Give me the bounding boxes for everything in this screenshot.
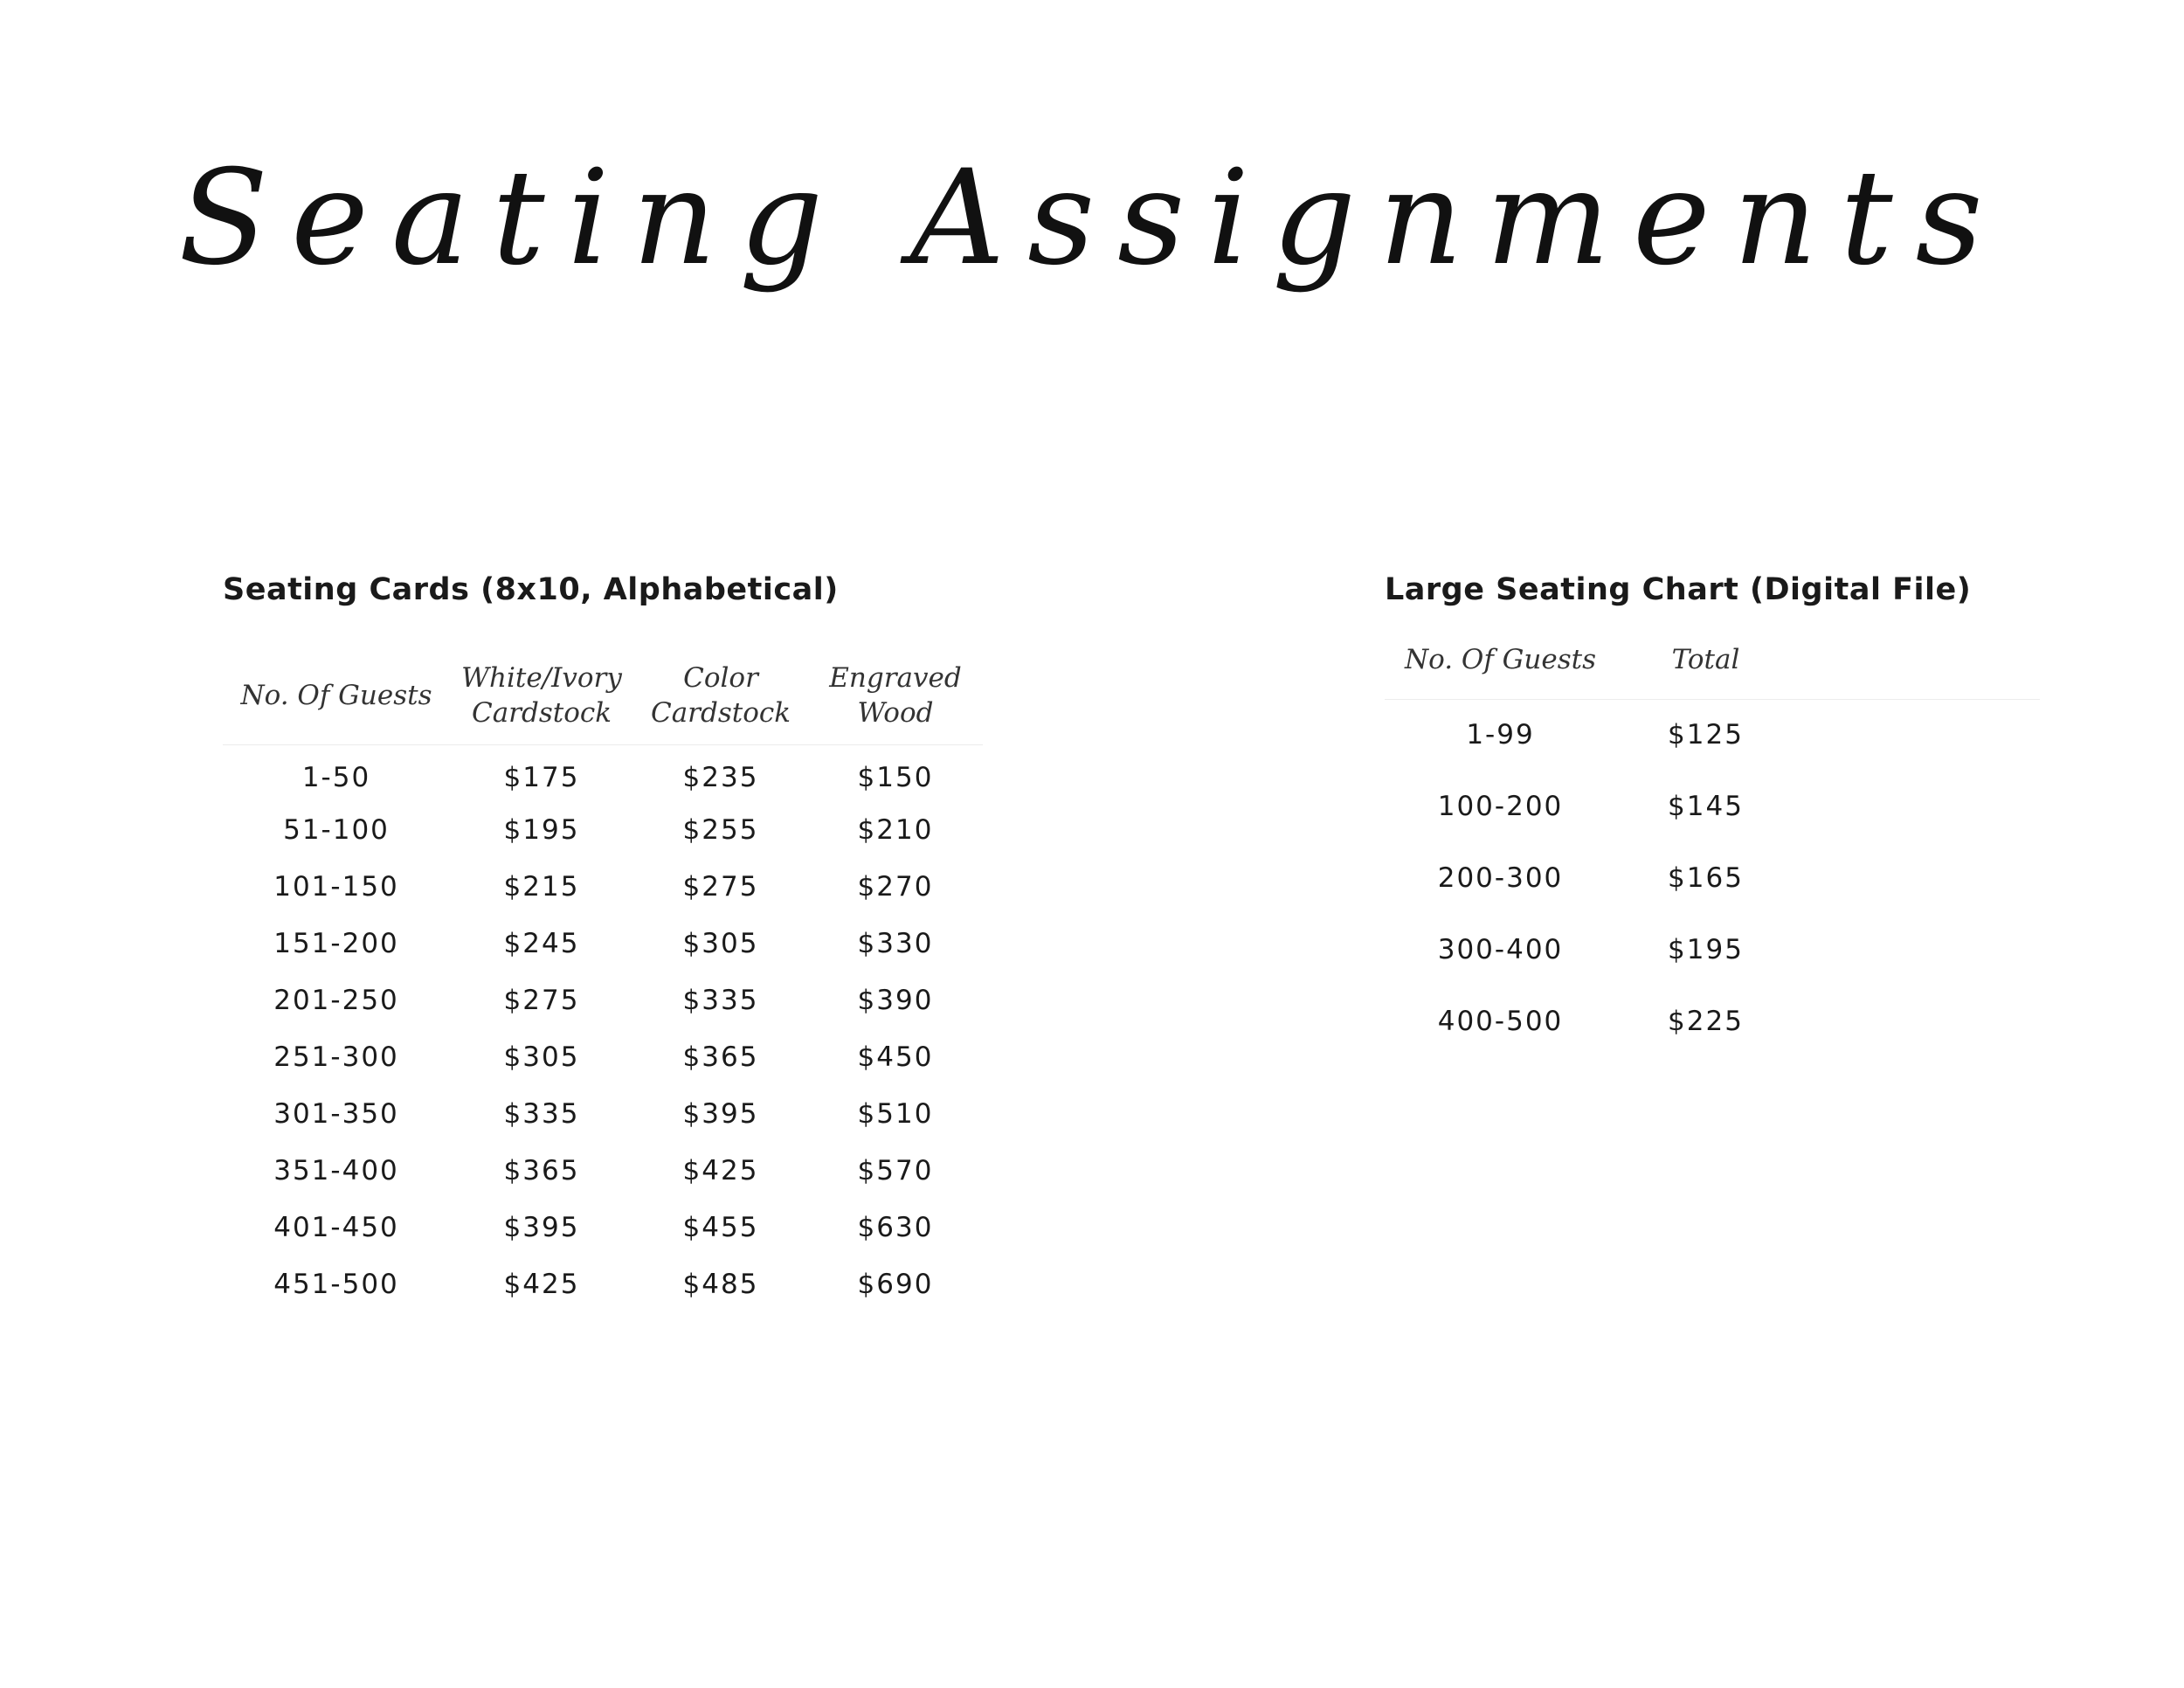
- header-color-cardstock: Color Cardstock: [633, 620, 808, 744]
- table-cell: 100-200: [1437, 791, 1564, 822]
- table-cell: 201-250: [273, 984, 399, 1016]
- table-row: [1385, 986, 2040, 1057]
- table-cell: 51-100: [283, 813, 390, 846]
- table-cell: $425: [682, 1154, 759, 1186]
- table-cell: $395: [503, 1211, 580, 1243]
- table-cell: 451-500: [273, 1268, 399, 1300]
- table-row: [223, 1256, 983, 1312]
- seating-cards-section: [223, 559, 983, 1312]
- table-cell-spacer: [1795, 842, 2040, 914]
- header-no-of-guests: No. Of Guests: [1385, 620, 1616, 699]
- table-row: [223, 915, 983, 972]
- table-cell: $305: [682, 927, 759, 959]
- table-cell: $255: [682, 813, 759, 846]
- table-cell: 200-300: [1437, 862, 1564, 894]
- seating-cards-table: [223, 620, 983, 1312]
- table-header-row: [223, 620, 983, 744]
- table-cell: $330: [857, 927, 934, 959]
- large-chart-section: [1385, 559, 2040, 1057]
- table-cell: $395: [682, 1097, 759, 1130]
- table-cell: $690: [857, 1268, 934, 1300]
- large-chart-heading: Large Seating Chart (Digital File): [1385, 572, 1972, 607]
- table-cell: $195: [503, 813, 580, 846]
- table-row: [1385, 699, 2040, 771]
- table-cell: $365: [682, 1041, 759, 1073]
- table-cell: $335: [503, 1097, 580, 1130]
- table-cell: $275: [503, 984, 580, 1016]
- table-cell: $570: [857, 1154, 934, 1186]
- table-row: [223, 858, 983, 915]
- page-title: Seating Assignments: [178, 142, 2006, 294]
- table-row: [223, 744, 983, 801]
- header-no-of-guests: No. Of Guests: [223, 620, 450, 744]
- table-row: [223, 1142, 983, 1199]
- table-row: [223, 1085, 983, 1142]
- table-cell: $175: [503, 762, 580, 794]
- table-cell: $125: [1668, 719, 1744, 751]
- table-cell: $305: [503, 1041, 580, 1073]
- table-cell: $450: [857, 1041, 934, 1073]
- table-cell: 101-150: [273, 870, 399, 903]
- table-cell: $390: [857, 984, 934, 1016]
- table-cell: 1-99: [1466, 719, 1535, 751]
- table-cell-spacer: [1795, 771, 2040, 842]
- table-cell: 1-50: [301, 762, 371, 794]
- table-cell: $150: [857, 762, 934, 794]
- table-cell: $335: [682, 984, 759, 1016]
- large-chart-table: [1385, 620, 2040, 1057]
- table-cell: $275: [682, 870, 759, 903]
- table-cell-spacer: [1795, 986, 2040, 1057]
- table-cell: $510: [857, 1097, 934, 1130]
- table-cell: 351-400: [273, 1154, 399, 1186]
- table-cell: 301-350: [273, 1097, 399, 1130]
- table-cell: $455: [682, 1211, 759, 1243]
- table-cell: $145: [1668, 791, 1744, 822]
- table-cell: 300-400: [1437, 934, 1564, 965]
- table-cell: $425: [503, 1268, 580, 1300]
- table-row: [223, 972, 983, 1028]
- table-cell: $245: [503, 927, 580, 959]
- table-row: [1385, 914, 2040, 986]
- table-cell: $485: [682, 1268, 759, 1300]
- table-cell: $270: [857, 870, 934, 903]
- table-cell-spacer: [1795, 914, 2040, 986]
- table-cell: 251-300: [273, 1041, 399, 1073]
- table-cell: $235: [682, 762, 759, 794]
- table-cell-spacer: [1795, 699, 2040, 771]
- seating-cards-heading: Seating Cards (8x10, Alphabetical): [223, 572, 839, 607]
- header-engraved-wood: Engraved Wood: [808, 620, 983, 744]
- table-row: [223, 801, 983, 858]
- table-header-row: [1385, 620, 2040, 699]
- table-row: [1385, 842, 2040, 914]
- table-cell: $165: [1668, 862, 1744, 894]
- header-spacer: [1795, 620, 2040, 699]
- table-cell: 400-500: [1437, 1006, 1564, 1037]
- table-cell: $365: [503, 1154, 580, 1186]
- table-cell: 401-450: [273, 1211, 399, 1243]
- table-row: [223, 1028, 983, 1085]
- header-white-ivory-cardstock: White/Ivory Cardstock: [450, 620, 633, 744]
- header-total: Total: [1616, 620, 1795, 699]
- table-cell: $195: [1668, 934, 1744, 965]
- table-cell: 151-200: [273, 927, 399, 959]
- table-row: [1385, 771, 2040, 842]
- table-cell: $225: [1668, 1006, 1744, 1037]
- table-row: [223, 1199, 983, 1256]
- table-cell: $215: [503, 870, 580, 903]
- table-cell: $210: [857, 813, 934, 846]
- table-cell: $630: [857, 1211, 934, 1243]
